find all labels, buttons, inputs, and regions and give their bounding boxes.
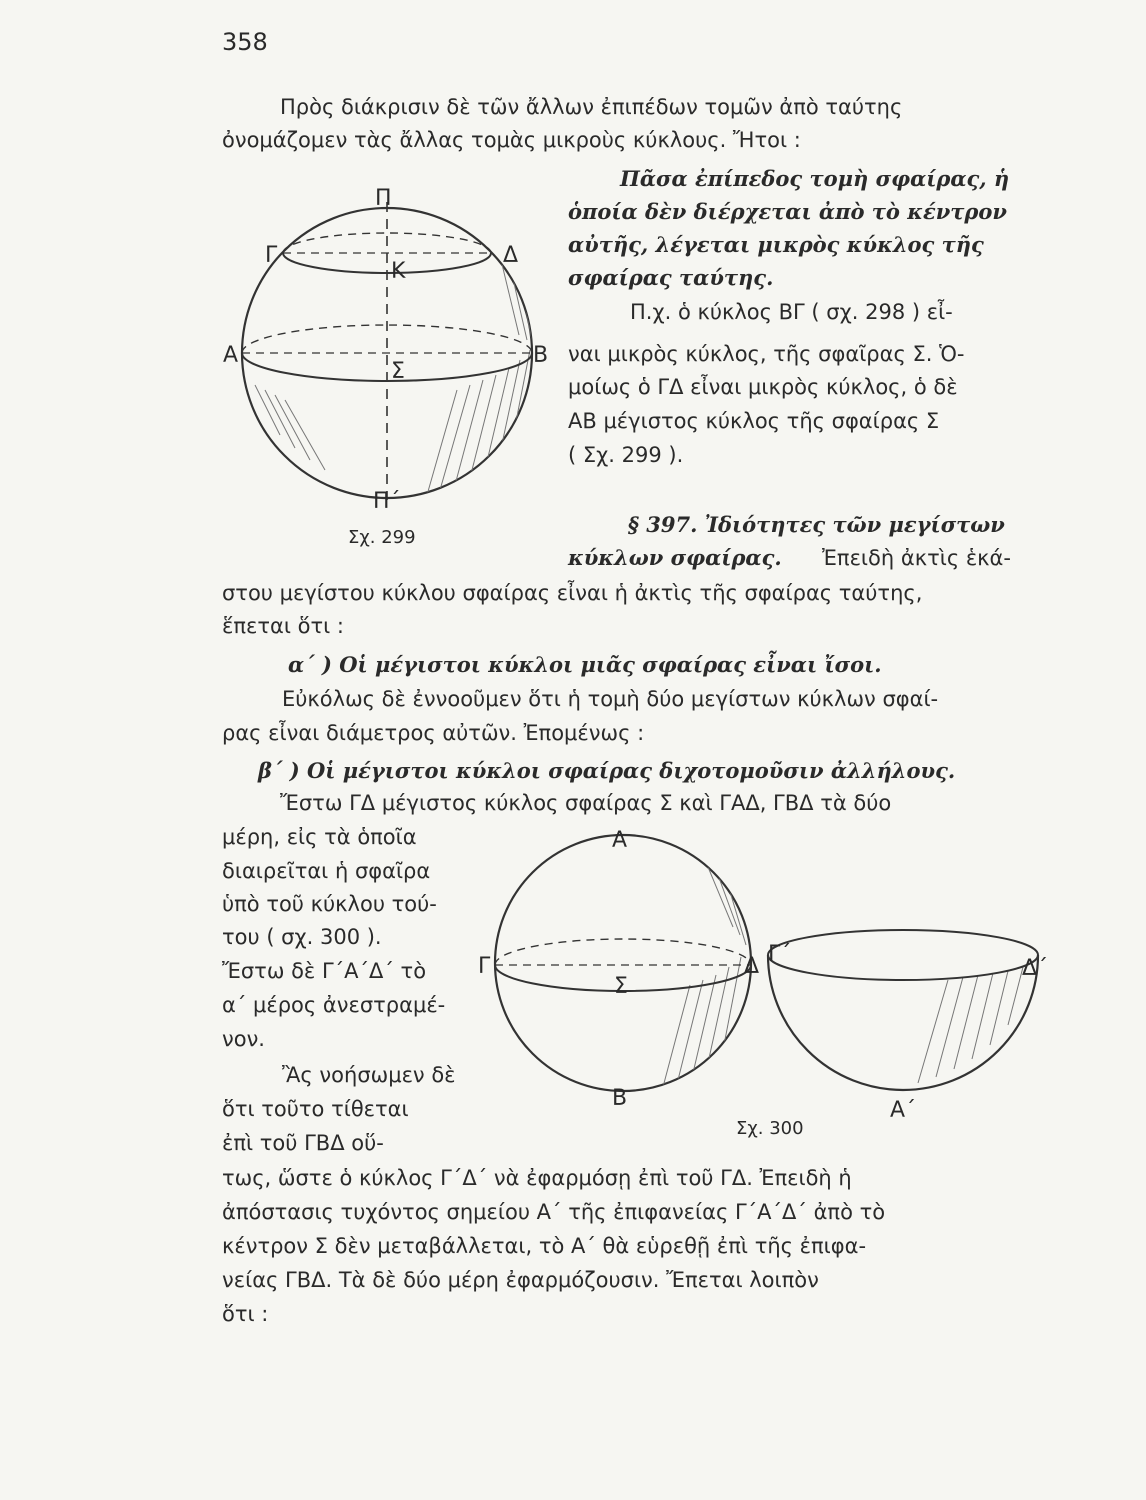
text-line: νείας ΓΒΔ. Τὰ δὲ δύο μέρη ἐφαρμόζουσιν. Ἔπεται λοιπὸν — [222, 1268, 819, 1292]
sphere-outline — [495, 835, 751, 1091]
text-line: α΄ μέρος ἀνεστραμέ- — [222, 993, 446, 1017]
label-pi: Π — [375, 186, 392, 211]
theorem-line: α΄ ) Οἱ μέγιστοι κύκλοι μιᾶς σφαίρας εἶναι ἴσοι. — [288, 652, 882, 677]
definition-line: σφαίρας ταύτης. — [568, 265, 774, 290]
figure-300 — [478, 815, 1058, 1145]
figure-299-caption: Σχ. 299 — [348, 527, 416, 548]
section-heading: κύκλων σφαίρας. — [568, 545, 782, 570]
text-line: διαιρεῖται ἡ σφαῖρα — [222, 859, 431, 883]
label-gamma-prime: Γ΄ — [768, 942, 792, 967]
label-a-prime: Α΄ — [890, 1098, 917, 1123]
great-circle-back — [495, 939, 751, 965]
label-sigma: Σ — [391, 359, 405, 384]
text-line: τως, ὥστε ὁ κύκλος Γ΄Δ΄ νὰ ἐφαρμόσῃ ἐπὶ τοῦ ΓΔ. Ἐπειδὴ ἡ — [222, 1166, 852, 1190]
text-line: ἐπὶ τοῦ ΓΒΔ οὕ- — [222, 1131, 384, 1155]
label-a: Α — [223, 343, 239, 368]
text-line: του ( σχ. 300 ). — [222, 925, 382, 949]
text-line: ναι μικρὸς κύκλος, τῆς σφαῖρας Σ. Ὁ- — [568, 342, 965, 366]
text-line: νον. — [222, 1027, 265, 1051]
text-line: Ἂς νοήσωμεν δὲ — [282, 1063, 456, 1087]
figure-299 — [215, 180, 555, 520]
theorem-line: β΄ ) Οἱ μέγιστοι κύκλοι σφαίρας διχοτομοῦσιν ἀλλήλους. — [258, 758, 956, 783]
text-line: στου μεγίστου κύκλου σφαίρας εἶναι ἡ ἀκτὶς τῆς σφαίρας ταύτης, — [222, 581, 923, 605]
figure-300-caption: Σχ. 300 — [736, 1118, 804, 1139]
text-line: ὑπὸ τοῦ κύκλου τού- — [222, 892, 437, 916]
label-b: Β — [533, 343, 549, 368]
text-line: Ἐπειδὴ ἀκτὶς ἑκά- — [822, 546, 1011, 570]
text-line: Πρὸς διάκρισιν δὲ τῶν ἄλλων ἐπιπέδων τομῶν ἀπὸ ταύτης — [280, 95, 903, 119]
text-line: μέρη, εἰς τὰ ὁποῖα — [222, 825, 417, 849]
section-heading: § 397. Ἰδιότητες τῶν μεγίστων — [628, 512, 1005, 537]
text-line: ὀνομάζομεν τὰς ἄλλας τομὰς μικροὺς κύκλους. Ἤτοι : — [222, 128, 801, 152]
text-line: ἀπόστασις τυχόντος σημείου Α΄ τῆς ἐπιφανείας Γ΄Α΄Δ΄ ἀπὸ τὸ — [222, 1200, 886, 1224]
text-line: Ἔστω ΓΔ μέγιστος κύκλος σφαίρας Σ καὶ ΓΑΔ, ΓΒΔ τὰ δύο — [280, 791, 892, 815]
definition-line: ὁποία δὲν διέρχεται ἀπὸ τὸ κέντρον — [568, 199, 1007, 224]
label-gamma: Γ — [478, 954, 491, 979]
text-line: ΑΒ μέγιστος κύκλος τῆς σφαίρας Σ — [568, 409, 940, 433]
label-b: Β — [612, 1086, 628, 1111]
label-delta: Δ — [744, 954, 760, 979]
text-line: κέντρον Σ δὲν μεταβάλλεται, τὸ Α΄ θὰ εὑρεθῇ ἐπὶ τῆς ἐπιφα- — [222, 1234, 867, 1258]
label-gamma: Γ — [265, 243, 278, 268]
text-line: Εὐκόλως δὲ ἐννοοῦμεν ὅτι ἡ τομὴ δύο μεγίστων κύκλων σφαί- — [282, 687, 939, 711]
label-k: Κ — [391, 259, 406, 284]
text-line: Ἔστω δὲ Γ΄Α΄Δ΄ τὸ — [222, 959, 427, 983]
label-a: Α — [612, 828, 628, 853]
text-line: ( Σχ. 299 ). — [568, 443, 684, 467]
label-pi-prime: Π΄ — [373, 489, 401, 514]
hemisphere-outline — [768, 955, 1038, 1090]
text-line: ἕπεται ὅτι : — [222, 614, 344, 638]
definition-line: αὐτῆς, λέγεται μικρὸς κύκλος τῆς — [568, 232, 984, 257]
text-line: ὅτι τοῦτο τίθεται — [222, 1097, 409, 1121]
label-sigma: Σ — [614, 974, 628, 999]
text-line: ὅτι : — [222, 1302, 269, 1326]
hemisphere-hatch — [918, 967, 1023, 1083]
label-delta: Δ — [503, 243, 519, 268]
hemisphere-rim — [768, 930, 1038, 980]
text-line: μοίως ὁ ΓΔ εἶναι μικρὸς κύκλος, ὁ δὲ — [568, 375, 958, 399]
page-number: 358 — [222, 28, 268, 56]
text-line: ρας εἶναι διάμετρος αὐτῶν. Ἐπομένως : — [222, 721, 645, 745]
text-line: Π.χ. ὁ κύκλος ΒΓ ( σχ. 298 ) εἶ- — [630, 300, 953, 324]
definition-line: Πᾶσα ἐπίπεδος τομὴ σφαίρας, ἡ — [620, 166, 1010, 191]
label-delta-prime: Δ΄ — [1022, 956, 1049, 981]
